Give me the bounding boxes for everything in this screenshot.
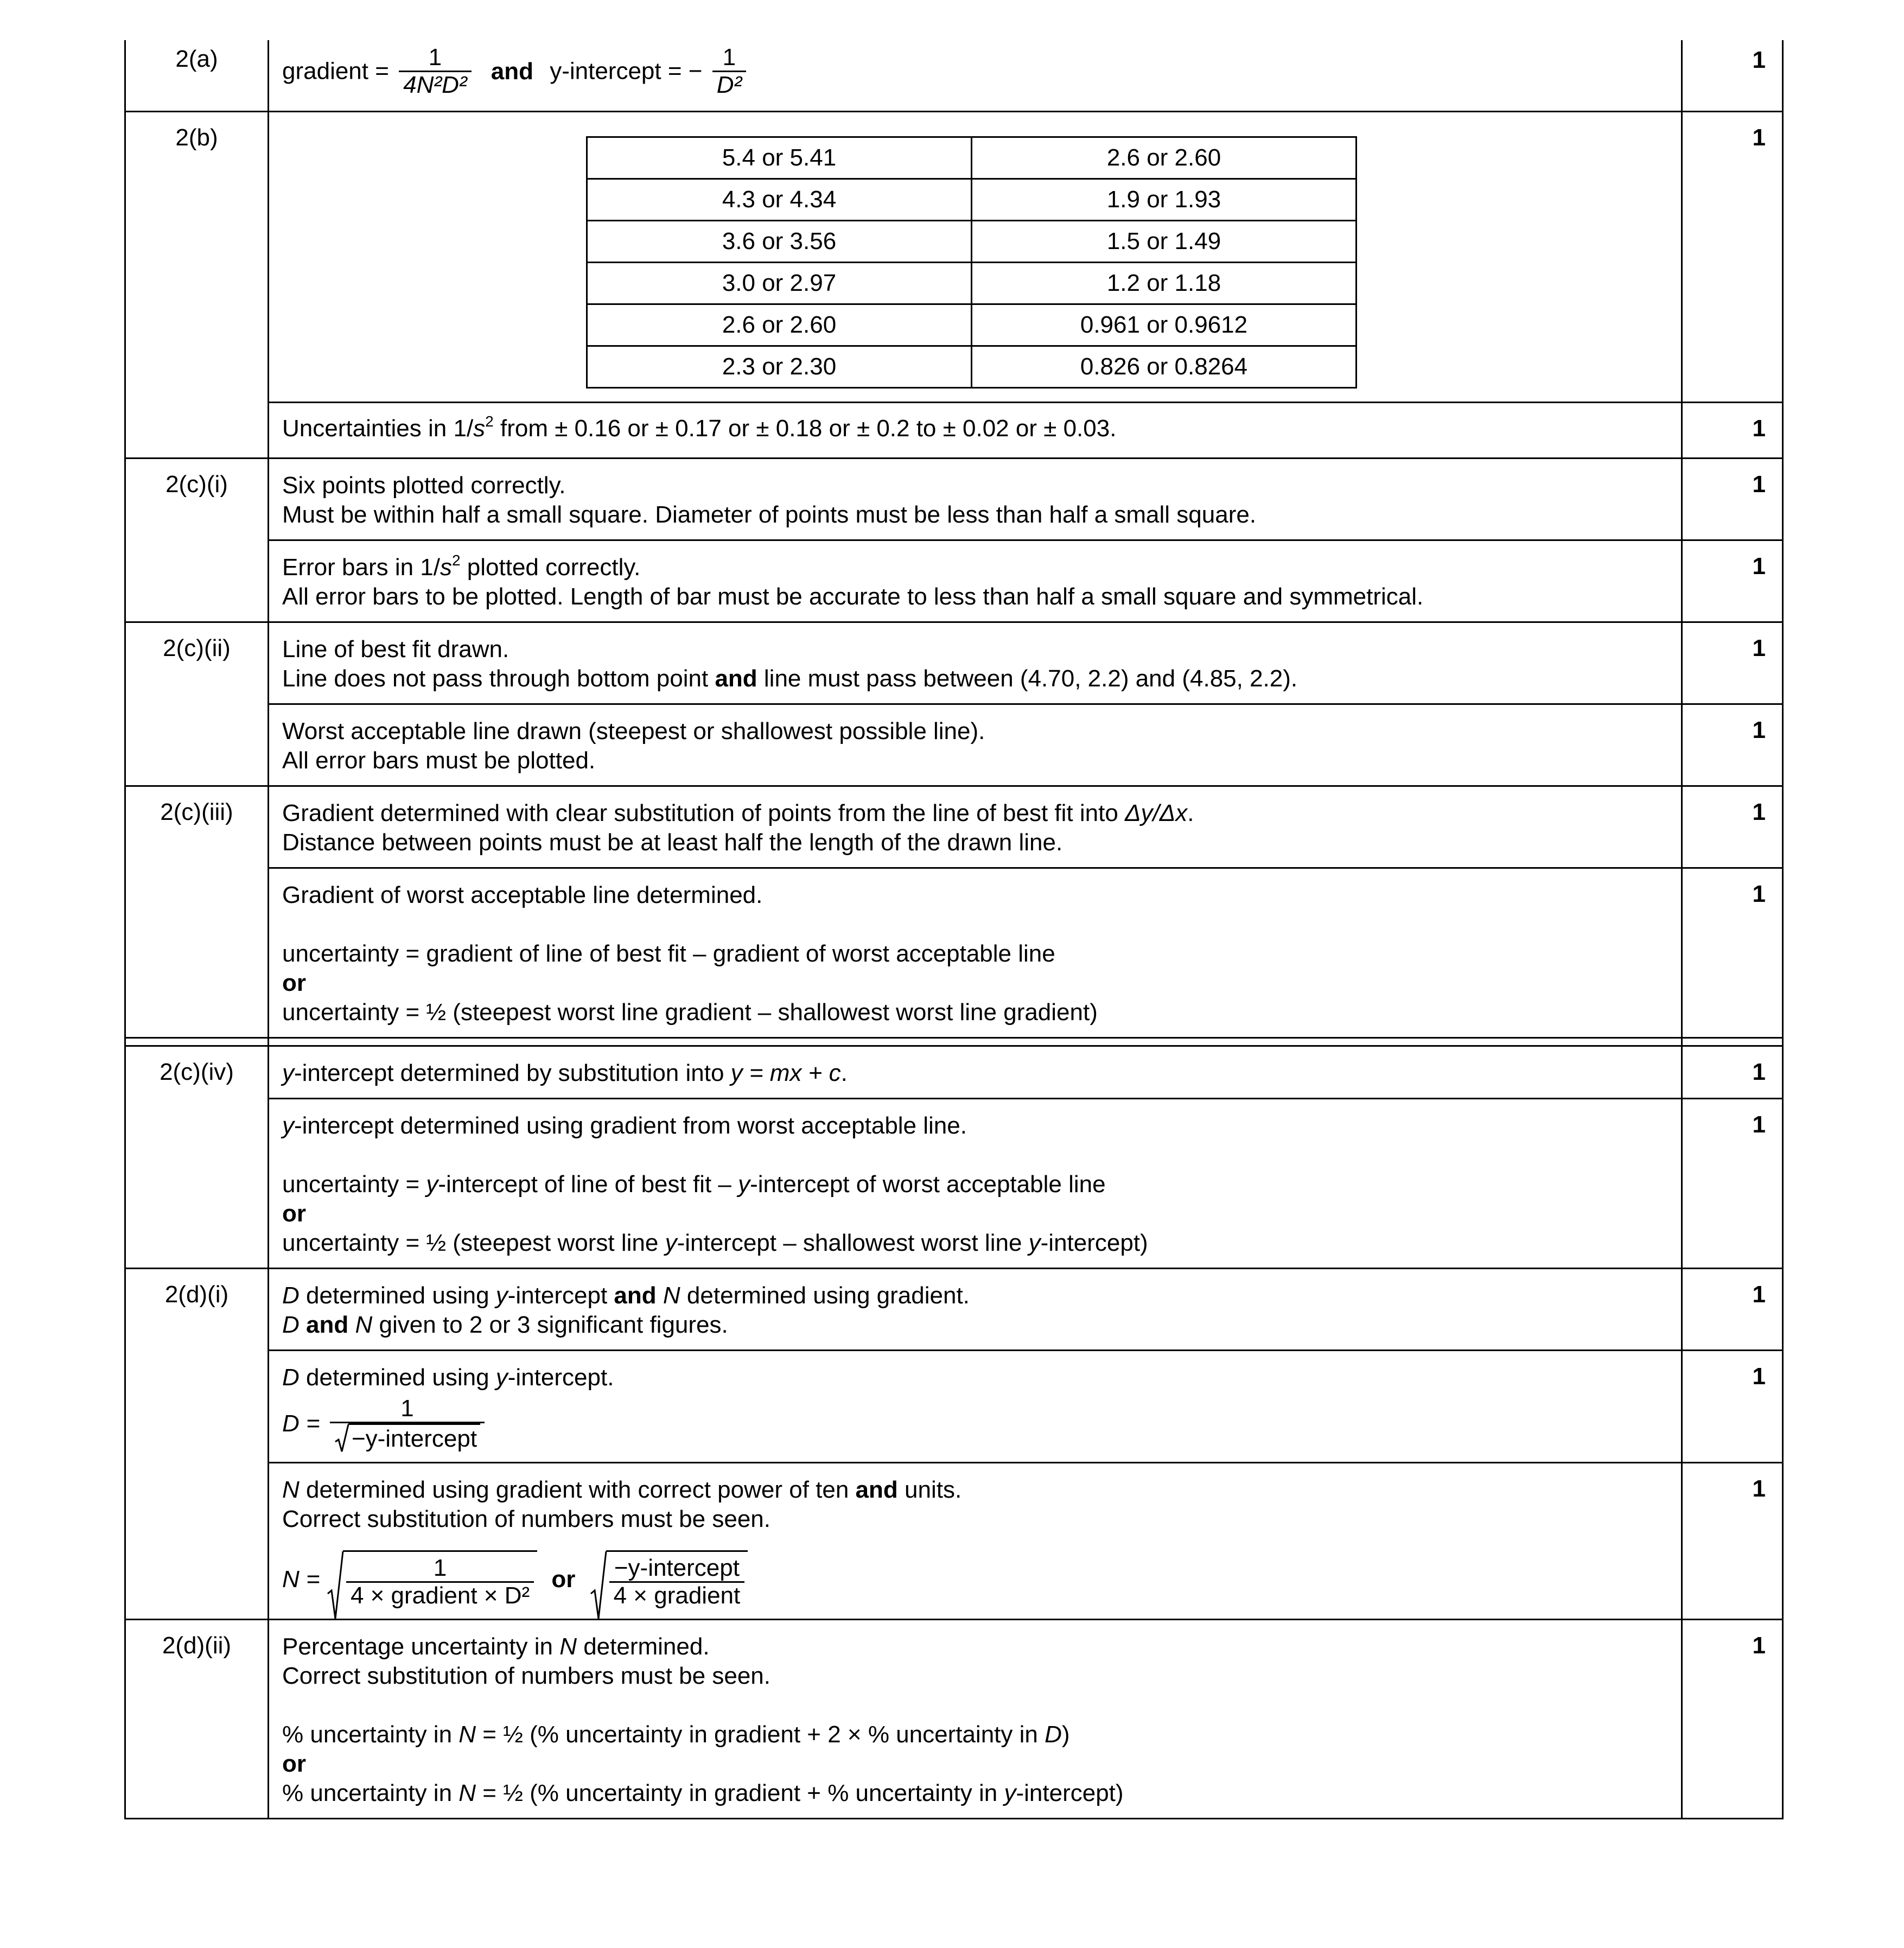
marks-cell: 1 — [1682, 1099, 1783, 1269]
marks-cell: 1 — [1682, 403, 1783, 459]
answer-text: Correct substitution of numbers must be seen. — [282, 1506, 770, 1532]
table-cell: 0.826 or 0.8264 — [972, 346, 1357, 388]
table-cell: 2.6 or 2.60 — [972, 137, 1357, 179]
marks-cell: 1 — [1682, 112, 1783, 403]
answer-text: Gradient of worst acceptable line determined. — [282, 882, 763, 908]
fraction-numerator: −y-intercept — [609, 1555, 745, 1583]
answer-text: N determined using gradient with correct power of ten and units. — [282, 1476, 962, 1503]
marks-cell: 1 — [1682, 1269, 1783, 1351]
table-cell: 3.6 or 3.56 — [587, 221, 972, 263]
answer-cell — [269, 112, 1682, 403]
marks-cell: 1 — [1682, 786, 1783, 868]
question-number: 2(c)(iv) — [125, 1046, 269, 1269]
table-cell: 5.4 or 5.41 — [587, 137, 972, 179]
answer-cell — [269, 1099, 1682, 1269]
table-row — [587, 221, 1357, 263]
equation-fraction — [346, 1555, 534, 1609]
equation-fraction — [330, 1396, 485, 1452]
table-row — [587, 263, 1357, 304]
question-number: 2(b) — [125, 112, 269, 459]
fraction-denominator: 4 × gradient × D² — [350, 1582, 530, 1609]
row-2b — [125, 112, 1783, 403]
row-2ciii-worst-gradient — [125, 868, 1783, 1038]
fraction-numerator: 1 — [712, 44, 746, 72]
answer-cell — [269, 1620, 1682, 1819]
answer-text: D and N given to 2 or 3 significant figures. — [282, 1312, 728, 1338]
answer-text: uncertainty = ½ (steepest worst line gradient – shallowest worst line gradient) — [282, 999, 1098, 1026]
answer-cell — [269, 1351, 1682, 1463]
row-2cii — [125, 622, 1783, 704]
row-2ciii — [125, 786, 1783, 868]
marks-cell: 1 — [1682, 704, 1783, 786]
marks-cell: 1 — [1682, 540, 1783, 622]
y-intercept-label: y-intercept = − — [550, 58, 703, 85]
question-number: 2(c)(iii) — [125, 786, 269, 1038]
answer-text: % uncertainty in N = ½ (% uncertainty in gradient + 2 × % uncertainty in D) — [282, 1721, 1070, 1748]
table-cell: 2.6 or 2.60 — [587, 304, 972, 346]
answer-text: uncertainty = y-intercept of line of best fit – y-intercept of worst acceptable line — [282, 1171, 1106, 1198]
answer-text: Correct substitution of numbers must be seen. — [282, 1663, 770, 1689]
answer-text: D determined using y-intercept and N determined using gradient. — [282, 1282, 970, 1309]
equation-fraction — [609, 1555, 745, 1609]
row-2ci-error-bars — [125, 540, 1783, 622]
table-cell: 1.5 or 1.49 — [972, 221, 1357, 263]
row-2di — [125, 1269, 1783, 1351]
fraction-denominator — [330, 1423, 485, 1452]
table-row — [587, 179, 1357, 221]
fraction-denominator: 4N²D² — [403, 72, 467, 98]
answer-text: uncertainty = gradient of line of best fit – gradient of worst acceptable line — [282, 940, 1055, 967]
question-number: 2(d)(i) — [125, 1269, 269, 1620]
table-cell: 4.3 or 4.34 — [587, 179, 972, 221]
row-2b-uncertainty — [125, 403, 1783, 459]
page-break-gap — [125, 1038, 1783, 1046]
table-cell: 1.9 or 1.93 — [972, 179, 1357, 221]
question-number: 2(c)(i) — [125, 459, 269, 622]
marks-cell: 1 — [1682, 40, 1783, 112]
answer-cell — [269, 540, 1682, 622]
row-2civ — [125, 1046, 1783, 1099]
answer-text: Percentage uncertainty in N determined. — [282, 1633, 710, 1660]
row-2di-D — [125, 1351, 1783, 1463]
gradient-label: gradient = — [282, 58, 389, 85]
answer-text: Worst acceptable line drawn (steepest or shallowest possible line). — [282, 718, 985, 744]
values-table — [586, 136, 1357, 389]
square-root — [327, 1550, 537, 1609]
answer-text: Line of best fit drawn. — [282, 636, 510, 663]
or-text: or — [282, 1200, 306, 1227]
answer-text: Distance between points must be at least half the length of the drawn line. — [282, 829, 1063, 856]
answer-cell — [269, 786, 1682, 868]
equation-D — [282, 1396, 1668, 1452]
marks-cell: 1 — [1682, 1351, 1783, 1463]
question-number: 2(a) — [125, 40, 269, 112]
answer-cell — [269, 459, 1682, 540]
answer-text: uncertainty = ½ (steepest worst line y-intercept – shallowest worst line y-intercept) — [282, 1230, 1148, 1256]
fraction-denominator: D² — [716, 72, 742, 98]
answer-text: s — [473, 415, 486, 442]
marks-cell: 1 — [1682, 1620, 1783, 1819]
table-cell: 1.2 or 1.18 — [972, 263, 1357, 304]
answer-cell — [269, 1046, 1682, 1099]
equation-N — [282, 1550, 1668, 1609]
marks-cell: 1 — [1682, 622, 1783, 704]
answer-text: Uncertainties in 1/ — [282, 415, 474, 442]
answer-text: Six points plotted correctly. — [282, 472, 566, 499]
answer-cell — [269, 622, 1682, 704]
gradient-fraction — [399, 44, 471, 98]
square-root: −y-intercept — [334, 1423, 480, 1452]
answer-text: Error bars in $1/s^2$ plotted correctly. — [282, 552, 641, 581]
table-row — [587, 304, 1357, 346]
and-text: and — [491, 58, 533, 85]
y-intercept-fraction — [712, 44, 746, 98]
answer-text: All error bars to be plotted. Length of bar must be accurate to less than half a small square and symmetrical. — [282, 583, 1424, 610]
answer-cell — [269, 1269, 1682, 1351]
answer-text: % uncertainty in N = ½ (% uncertainty in gradient + % uncertainty in y-intercept) — [282, 1780, 1124, 1806]
marks-cell: 1 — [1682, 868, 1783, 1038]
mark-scheme-table — [124, 40, 1784, 1819]
answer-text: Must be within half a small square. Diameter of points must be less than half a small square. — [282, 501, 1257, 528]
row-2dii — [125, 1620, 1783, 1819]
answer-text: Line does not pass through bottom point and line must pass between (4.70, 2.2) and (4.85, 2.2). — [282, 665, 1298, 692]
answer-text: D determined using y-intercept. — [282, 1364, 614, 1391]
table-cell: 2.3 or 2.30 — [587, 346, 972, 388]
marks-cell: 1 — [1682, 459, 1783, 540]
or-text: or — [282, 970, 306, 996]
answer-cell — [269, 868, 1682, 1038]
row-2a — [125, 40, 1783, 112]
or-text: or — [551, 1566, 576, 1593]
answer-text: from ± 0.16 or ± 0.17 or ± 0.18 or ± 0.2 to ± 0.02 or ± 0.03. — [493, 415, 1117, 442]
or-text: or — [282, 1750, 306, 1777]
square-root — [590, 1550, 748, 1609]
answer-cell — [269, 40, 1682, 112]
marks-cell: 1 — [1682, 1463, 1783, 1620]
row-2cii-worst-line — [125, 704, 1783, 786]
answer-text: Gradient determined with clear substitution of points from the line of best fit into Δy/Δx. — [282, 800, 1194, 826]
fraction-numerator: 1 — [346, 1555, 534, 1583]
row-2di-N — [125, 1463, 1783, 1620]
row-2ci — [125, 459, 1783, 540]
question-number: 2(c)(ii) — [125, 622, 269, 786]
answer-text: All error bars must be plotted. — [282, 747, 596, 774]
answer-cell — [269, 704, 1682, 786]
equation-lhs: D = — [282, 1410, 320, 1437]
table-row — [587, 346, 1357, 388]
fraction-numerator: 1 — [399, 44, 471, 72]
table-cell: 3.0 or 2.97 — [587, 263, 972, 304]
answer-cell: Uncertainties in $1/s^2$ from ± 0.16 or ± 0.17 or ± 0.18 or ± 0.2 to ± 0.02 or ± 0.03. — [269, 403, 1682, 459]
fraction-numerator: 1 — [330, 1396, 485, 1423]
table-cell: 0.961 or 0.9612 — [972, 304, 1357, 346]
fraction-denominator: 4 × gradient — [613, 1582, 741, 1609]
table-row — [587, 137, 1357, 179]
answer-cell — [269, 1463, 1682, 1620]
marks-cell: 1 — [1682, 1046, 1783, 1099]
answer-text: y-intercept determined using gradient from worst acceptable line. — [282, 1112, 967, 1139]
row-2civ-worst-intercept — [125, 1099, 1783, 1269]
equation-lhs: N = — [282, 1566, 320, 1593]
answer-text: y-intercept determined by substitution into y = mx + c. — [282, 1060, 848, 1086]
question-number: 2(d)(ii) — [125, 1620, 269, 1819]
